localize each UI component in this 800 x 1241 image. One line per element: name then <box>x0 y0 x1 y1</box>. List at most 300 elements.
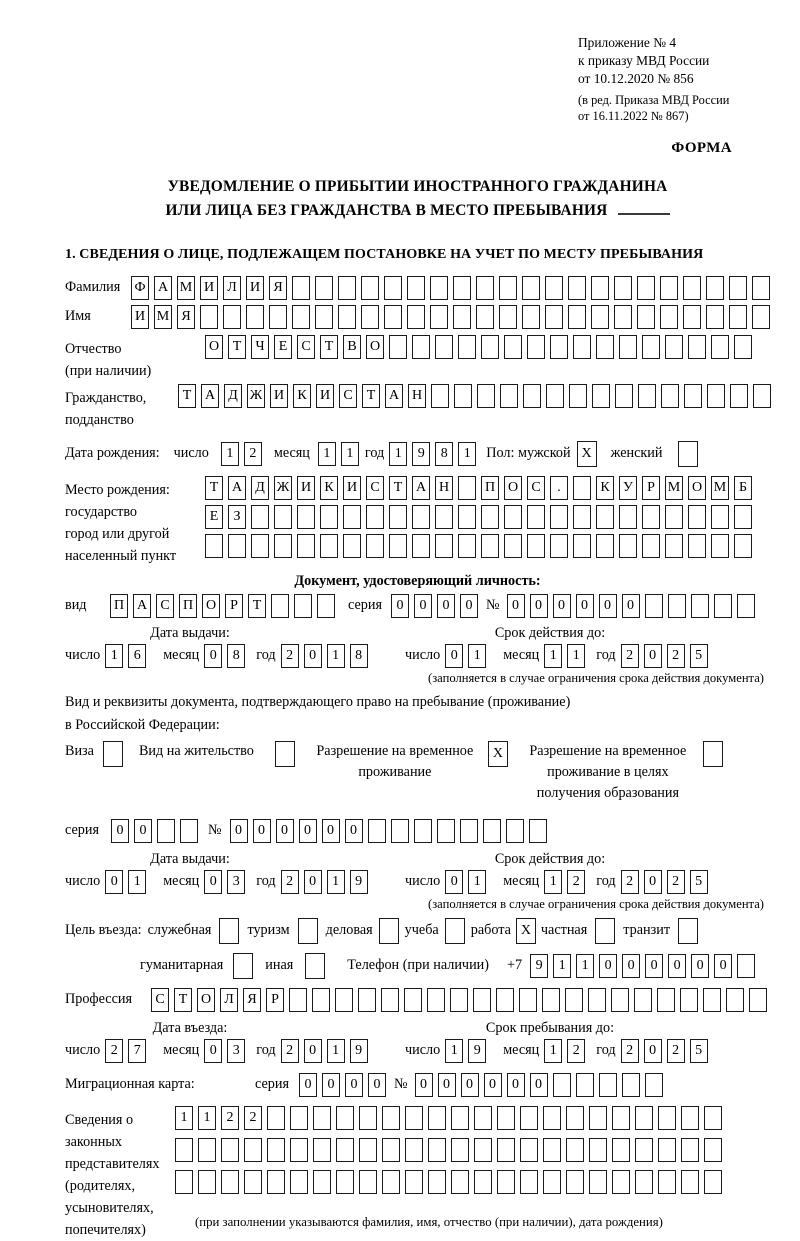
char-box[interactable] <box>703 988 721 1012</box>
char-box[interactable] <box>527 505 545 529</box>
char-box[interactable] <box>275 741 295 767</box>
char-box[interactable]: 0 <box>599 954 617 978</box>
char-box[interactable] <box>389 335 407 359</box>
char-box[interactable]: 2 <box>281 1039 299 1063</box>
char-box[interactable] <box>481 534 499 558</box>
char-box[interactable] <box>389 505 407 529</box>
char-box[interactable]: Т <box>389 476 407 500</box>
char-box[interactable] <box>428 1106 446 1130</box>
char-box[interactable] <box>566 1170 584 1194</box>
char-box[interactable] <box>635 1138 653 1162</box>
char-box[interactable]: 0 <box>253 819 271 843</box>
char-box[interactable] <box>730 384 748 408</box>
char-box[interactable] <box>550 534 568 558</box>
char-box[interactable] <box>473 988 491 1012</box>
temp-residence-education-checkbox[interactable] <box>703 741 723 767</box>
char-box[interactable] <box>292 305 310 329</box>
char-box[interactable]: И <box>343 476 361 500</box>
char-box[interactable] <box>368 819 386 843</box>
char-box[interactable]: 0 <box>576 594 594 618</box>
char-box[interactable] <box>527 534 545 558</box>
char-box[interactable]: 0 <box>111 819 129 843</box>
char-box[interactable] <box>336 1138 354 1162</box>
char-box[interactable] <box>729 305 747 329</box>
char-box[interactable] <box>292 276 310 300</box>
char-box[interactable] <box>612 1170 630 1194</box>
char-box[interactable]: 0 <box>691 954 709 978</box>
char-box[interactable] <box>645 1073 663 1097</box>
char-box[interactable] <box>379 918 399 944</box>
char-box[interactable] <box>476 305 494 329</box>
char-box[interactable] <box>660 276 678 300</box>
char-box[interactable]: Д <box>251 476 269 500</box>
char-box[interactable]: К <box>293 384 311 408</box>
char-box[interactable]: Р <box>266 988 284 1012</box>
representatives-input-line2[interactable] <box>175 1138 722 1162</box>
char-box[interactable]: Н <box>408 384 426 408</box>
char-box[interactable]: А <box>133 594 151 618</box>
char-box[interactable] <box>474 1106 492 1130</box>
purpose-work-checkbox[interactable] <box>516 918 536 944</box>
char-box[interactable]: 0 <box>438 1073 456 1097</box>
char-box[interactable] <box>223 305 241 329</box>
char-box[interactable]: Я <box>269 276 287 300</box>
char-box[interactable]: Т <box>174 988 192 1012</box>
char-box[interactable] <box>645 594 663 618</box>
representatives-input-line1[interactable] <box>175 1106 722 1130</box>
char-box[interactable] <box>635 1170 653 1194</box>
char-box[interactable] <box>290 1170 308 1194</box>
char-box[interactable]: 0 <box>322 1073 340 1097</box>
char-box[interactable] <box>175 1138 193 1162</box>
char-box[interactable]: 2 <box>244 442 262 466</box>
char-box[interactable] <box>568 305 586 329</box>
char-box[interactable] <box>428 1138 446 1162</box>
purpose-business-checkbox[interactable] <box>379 918 399 944</box>
residence-valid-month-input[interactable] <box>544 870 585 894</box>
char-box[interactable] <box>688 505 706 529</box>
char-box[interactable]: 2 <box>667 644 685 668</box>
char-box[interactable] <box>267 1106 285 1130</box>
char-box[interactable]: 2 <box>244 1106 262 1130</box>
char-box[interactable] <box>298 918 318 944</box>
entry-day-input[interactable] <box>105 1039 146 1063</box>
char-box[interactable]: О <box>688 476 706 500</box>
char-box[interactable] <box>573 476 591 500</box>
char-box[interactable] <box>297 505 315 529</box>
char-box[interactable] <box>435 335 453 359</box>
char-box[interactable] <box>642 335 660 359</box>
char-box[interactable]: П <box>179 594 197 618</box>
char-box[interactable] <box>496 988 514 1012</box>
char-box[interactable]: 9 <box>530 954 548 978</box>
stay-year-input[interactable] <box>621 1039 708 1063</box>
char-box[interactable] <box>157 819 175 843</box>
char-box[interactable] <box>200 305 218 329</box>
char-box[interactable] <box>180 819 198 843</box>
purpose-private-checkbox[interactable] <box>595 918 615 944</box>
char-box[interactable] <box>435 534 453 558</box>
char-box[interactable]: 1 <box>327 1039 345 1063</box>
stay-day-input[interactable] <box>445 1039 486 1063</box>
char-box[interactable] <box>565 988 583 1012</box>
char-box[interactable] <box>428 1170 446 1194</box>
char-box[interactable]: С <box>527 476 545 500</box>
char-box[interactable] <box>589 1138 607 1162</box>
char-box[interactable] <box>734 505 752 529</box>
char-box[interactable] <box>726 988 744 1012</box>
char-box[interactable]: М <box>711 476 729 500</box>
char-box[interactable] <box>573 505 591 529</box>
char-box[interactable]: 1 <box>221 442 239 466</box>
char-box[interactable] <box>497 1106 515 1130</box>
char-box[interactable]: 2 <box>667 870 685 894</box>
char-box[interactable] <box>543 1138 561 1162</box>
char-box[interactable]: П <box>481 476 499 500</box>
char-box[interactable]: 8 <box>350 644 368 668</box>
char-box[interactable] <box>407 276 425 300</box>
char-box[interactable] <box>612 1106 630 1130</box>
char-box[interactable] <box>619 505 637 529</box>
char-box[interactable] <box>477 384 495 408</box>
doc-series-input[interactable] <box>391 594 478 618</box>
temp-residence-checkbox[interactable] <box>488 741 508 767</box>
char-box[interactable]: 2 <box>621 644 639 668</box>
char-box[interactable] <box>638 384 656 408</box>
char-box[interactable]: 0 <box>460 594 478 618</box>
char-box[interactable]: 1 <box>544 644 562 668</box>
char-box[interactable] <box>233 953 253 979</box>
purpose-humanitarian-checkbox[interactable] <box>233 953 253 979</box>
char-box[interactable]: 0 <box>668 954 686 978</box>
char-box[interactable]: Н <box>435 476 453 500</box>
char-box[interactable] <box>384 305 402 329</box>
char-box[interactable] <box>497 1138 515 1162</box>
char-box[interactable] <box>684 384 702 408</box>
char-box[interactable] <box>453 276 471 300</box>
char-box[interactable]: М <box>154 305 172 329</box>
char-box[interactable] <box>381 988 399 1012</box>
birth-year-input[interactable] <box>389 442 476 466</box>
char-box[interactable]: 0 <box>204 1039 222 1063</box>
char-box[interactable] <box>315 305 333 329</box>
char-box[interactable] <box>338 305 356 329</box>
char-box[interactable] <box>596 335 614 359</box>
char-box[interactable]: К <box>596 476 614 500</box>
issue-day-input[interactable] <box>105 644 146 668</box>
char-box[interactable] <box>315 276 333 300</box>
char-box[interactable]: 0 <box>714 954 732 978</box>
char-box[interactable] <box>435 505 453 529</box>
char-box[interactable] <box>336 1106 354 1130</box>
char-box[interactable] <box>576 1073 594 1097</box>
entry-month-input[interactable] <box>204 1039 245 1063</box>
char-box[interactable] <box>660 305 678 329</box>
char-box[interactable]: З <box>228 505 246 529</box>
char-box[interactable] <box>637 305 655 329</box>
char-box[interactable] <box>504 534 522 558</box>
char-box[interactable] <box>244 1170 262 1194</box>
patronymic-input[interactable] <box>205 335 752 359</box>
char-box[interactable] <box>289 988 307 1012</box>
doc-kind-input[interactable] <box>110 594 335 618</box>
char-box[interactable]: 0 <box>530 1073 548 1097</box>
char-box[interactable] <box>658 1106 676 1130</box>
char-box[interactable]: Т <box>248 594 266 618</box>
char-box[interactable]: 3 <box>227 870 245 894</box>
char-box[interactable] <box>704 1138 722 1162</box>
char-box[interactable] <box>752 276 770 300</box>
char-box[interactable] <box>458 534 476 558</box>
char-box[interactable]: К <box>320 476 338 500</box>
char-box[interactable] <box>244 1138 262 1162</box>
char-box[interactable]: 0 <box>507 594 525 618</box>
char-box[interactable]: В <box>343 335 361 359</box>
birth-month-input[interactable] <box>318 442 359 466</box>
char-box[interactable]: 2 <box>281 644 299 668</box>
char-box[interactable]: 2 <box>567 870 585 894</box>
char-box[interactable] <box>591 305 609 329</box>
char-box[interactable] <box>382 1138 400 1162</box>
char-box[interactable]: 8 <box>227 644 245 668</box>
char-box[interactable] <box>221 1138 239 1162</box>
char-box[interactable] <box>665 335 683 359</box>
char-box[interactable] <box>359 1170 377 1194</box>
char-box[interactable]: У <box>619 476 637 500</box>
birth-place-input-line1[interactable] <box>205 476 752 500</box>
char-box[interactable] <box>412 335 430 359</box>
char-box[interactable]: 0 <box>645 954 663 978</box>
char-box[interactable]: 0 <box>230 819 248 843</box>
char-box[interactable] <box>274 505 292 529</box>
char-box[interactable]: Е <box>205 505 223 529</box>
char-box[interactable] <box>454 384 472 408</box>
char-box[interactable] <box>198 1138 216 1162</box>
char-box[interactable]: П <box>110 594 128 618</box>
char-box[interactable] <box>703 741 723 767</box>
char-box[interactable] <box>711 335 729 359</box>
char-box[interactable]: 2 <box>621 1039 639 1063</box>
char-box[interactable] <box>474 1138 492 1162</box>
char-box[interactable] <box>437 819 455 843</box>
char-box[interactable] <box>290 1138 308 1162</box>
char-box[interactable] <box>523 384 541 408</box>
char-box[interactable] <box>737 594 755 618</box>
char-box[interactable]: 6 <box>128 644 146 668</box>
char-box[interactable]: А <box>385 384 403 408</box>
valid-month-input[interactable] <box>544 644 585 668</box>
char-box[interactable] <box>569 384 587 408</box>
char-box[interactable] <box>366 534 384 558</box>
char-box[interactable] <box>614 305 632 329</box>
char-box[interactable] <box>688 534 706 558</box>
char-box[interactable]: 8 <box>435 442 453 466</box>
char-box[interactable] <box>573 335 591 359</box>
char-box[interactable]: 0 <box>644 870 662 894</box>
char-box[interactable]: 2 <box>667 1039 685 1063</box>
char-box[interactable]: 0 <box>204 644 222 668</box>
char-box[interactable] <box>519 988 537 1012</box>
char-box[interactable] <box>691 594 709 618</box>
sex-male-checkbox[interactable] <box>577 441 597 467</box>
char-box[interactable] <box>335 988 353 1012</box>
char-box[interactable] <box>657 988 675 1012</box>
char-box[interactable] <box>522 276 540 300</box>
char-box[interactable] <box>500 384 518 408</box>
char-box[interactable] <box>658 1170 676 1194</box>
char-box[interactable] <box>382 1106 400 1130</box>
char-box[interactable] <box>545 276 563 300</box>
issue-year-input[interactable] <box>281 644 368 668</box>
char-box[interactable]: 0 <box>105 870 123 894</box>
char-box[interactable] <box>267 1138 285 1162</box>
name-input[interactable] <box>131 305 770 329</box>
char-box[interactable] <box>358 988 376 1012</box>
char-box[interactable]: 0 <box>204 870 222 894</box>
char-box[interactable]: Д <box>224 384 242 408</box>
char-box[interactable] <box>450 988 468 1012</box>
char-box[interactable]: А <box>201 384 219 408</box>
char-box[interactable] <box>678 918 698 944</box>
char-box[interactable] <box>566 1106 584 1130</box>
char-box[interactable]: 2 <box>221 1106 239 1130</box>
char-box[interactable]: И <box>131 305 149 329</box>
char-box[interactable]: Ч <box>251 335 269 359</box>
char-box[interactable] <box>688 335 706 359</box>
char-box[interactable] <box>251 505 269 529</box>
char-box[interactable] <box>405 1106 423 1130</box>
char-box[interactable]: Л <box>220 988 238 1012</box>
char-box[interactable] <box>246 305 264 329</box>
char-box[interactable]: 0 <box>644 1039 662 1063</box>
char-box[interactable] <box>271 594 289 618</box>
char-box[interactable]: 9 <box>468 1039 486 1063</box>
char-box[interactable]: И <box>270 384 288 408</box>
char-box[interactable] <box>619 534 637 558</box>
char-box[interactable] <box>599 1073 617 1097</box>
char-box[interactable]: А <box>412 476 430 500</box>
char-box[interactable] <box>543 1170 561 1194</box>
char-box[interactable] <box>221 1170 239 1194</box>
char-box[interactable] <box>545 305 563 329</box>
migration-series-input[interactable] <box>299 1073 386 1097</box>
char-box[interactable] <box>711 534 729 558</box>
char-box[interactable] <box>734 534 752 558</box>
char-box[interactable]: 1 <box>318 442 336 466</box>
char-box[interactable] <box>681 1106 699 1130</box>
sex-female-checkbox[interactable] <box>678 441 698 467</box>
char-box[interactable]: А <box>154 276 172 300</box>
char-box[interactable] <box>635 1106 653 1130</box>
char-box[interactable] <box>706 276 724 300</box>
char-box[interactable]: 1 <box>544 870 562 894</box>
char-box[interactable]: 1 <box>445 1039 463 1063</box>
char-box[interactable]: 2 <box>281 870 299 894</box>
char-box[interactable] <box>474 1170 492 1194</box>
char-box[interactable] <box>228 534 246 558</box>
char-box[interactable]: Я <box>177 305 195 329</box>
char-box[interactable]: Р <box>225 594 243 618</box>
char-box[interactable] <box>313 1170 331 1194</box>
char-box[interactable]: 0 <box>461 1073 479 1097</box>
char-box[interactable] <box>312 988 330 1012</box>
char-box[interactable]: С <box>151 988 169 1012</box>
valid-day-input[interactable] <box>445 644 486 668</box>
char-box[interactable]: 0 <box>276 819 294 843</box>
char-box[interactable] <box>596 534 614 558</box>
residence-number-input[interactable] <box>230 819 547 843</box>
char-box[interactable]: Т <box>228 335 246 359</box>
char-box[interactable]: 0 <box>134 819 152 843</box>
citizenship-input[interactable] <box>178 384 771 408</box>
char-box[interactable]: И <box>200 276 218 300</box>
char-box[interactable]: Т <box>362 384 380 408</box>
char-box[interactable]: 1 <box>544 1039 562 1063</box>
char-box[interactable]: 0 <box>345 819 363 843</box>
char-box[interactable] <box>497 1170 515 1194</box>
residence-issue-day-input[interactable] <box>105 870 146 894</box>
char-box[interactable] <box>542 988 560 1012</box>
char-box[interactable]: 0 <box>445 644 463 668</box>
char-box[interactable] <box>320 505 338 529</box>
char-box[interactable]: Ж <box>274 476 292 500</box>
char-box[interactable] <box>611 988 629 1012</box>
char-box[interactable]: С <box>297 335 315 359</box>
char-box[interactable]: 1 <box>341 442 359 466</box>
char-box[interactable] <box>460 819 478 843</box>
char-box[interactable]: 0 <box>599 594 617 618</box>
char-box[interactable] <box>458 476 476 500</box>
char-box[interactable] <box>414 819 432 843</box>
char-box[interactable]: 0 <box>484 1073 502 1097</box>
char-box[interactable] <box>546 384 564 408</box>
char-box[interactable] <box>642 505 660 529</box>
char-box[interactable]: X <box>516 918 536 944</box>
char-box[interactable]: 3 <box>227 1039 245 1063</box>
char-box[interactable] <box>359 1106 377 1130</box>
char-box[interactable] <box>361 276 379 300</box>
char-box[interactable] <box>405 1138 423 1162</box>
char-box[interactable] <box>681 1170 699 1194</box>
char-box[interactable] <box>504 335 522 359</box>
char-box[interactable] <box>622 1073 640 1097</box>
char-box[interactable] <box>683 276 701 300</box>
char-box[interactable] <box>451 1138 469 1162</box>
char-box[interactable] <box>430 276 448 300</box>
char-box[interactable]: 0 <box>622 594 640 618</box>
char-box[interactable] <box>681 1138 699 1162</box>
char-box[interactable] <box>592 384 610 408</box>
char-box[interactable]: 0 <box>391 594 409 618</box>
char-box[interactable]: Б <box>734 476 752 500</box>
char-box[interactable]: 5 <box>690 1039 708 1063</box>
char-box[interactable] <box>412 534 430 558</box>
char-box[interactable] <box>405 1170 423 1194</box>
entry-year-input[interactable] <box>281 1039 368 1063</box>
residence-permit-checkbox[interactable] <box>275 741 295 767</box>
birth-place-input-line2[interactable] <box>205 505 752 529</box>
char-box[interactable] <box>527 335 545 359</box>
char-box[interactable] <box>591 276 609 300</box>
char-box[interactable] <box>391 819 409 843</box>
char-box[interactable]: 1 <box>567 644 585 668</box>
char-box[interactable] <box>343 534 361 558</box>
residence-series-input[interactable] <box>111 819 198 843</box>
char-box[interactable] <box>451 1106 469 1130</box>
char-box[interactable]: 0 <box>445 870 463 894</box>
char-box[interactable] <box>704 1106 722 1130</box>
char-box[interactable] <box>550 335 568 359</box>
